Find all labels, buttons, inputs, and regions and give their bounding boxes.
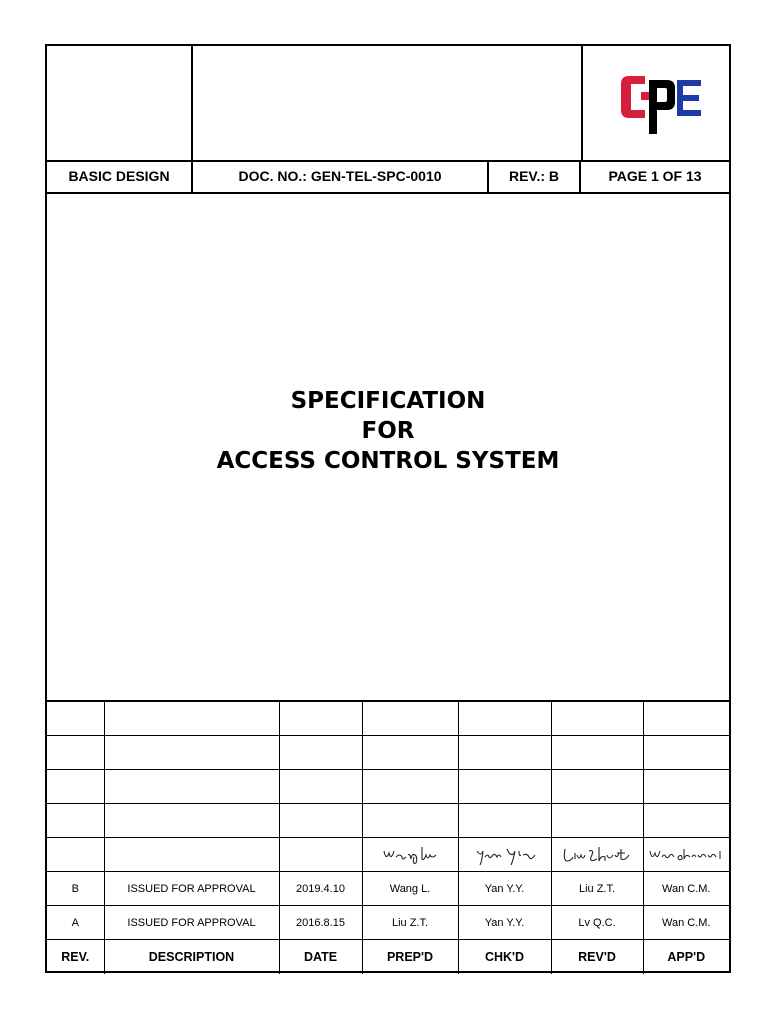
description-cell: ISSUED FOR APPROVAL (104, 872, 279, 906)
cpe-logo-icon (619, 70, 703, 138)
doc-number: DOC. NO.: GEN-TEL-SPC-0010 (193, 160, 489, 192)
revision-table (47, 700, 729, 974)
signature-appd (643, 838, 729, 872)
signature-chkd-image (473, 843, 537, 867)
rev-cell: B (47, 872, 104, 906)
appd-cell: Wan C.M. (643, 872, 729, 906)
signature-appd-image (648, 843, 724, 867)
column-header-chkd: CHK'D (458, 940, 551, 975)
table-row-empty (47, 736, 729, 770)
signature-prepd-image (380, 843, 440, 867)
table-row (47, 872, 729, 906)
header-info-row (47, 160, 729, 194)
header-blank-cell (47, 46, 193, 160)
column-header-date: DATE (279, 940, 362, 975)
chkd-cell: Yan Y.Y. (458, 872, 551, 906)
column-header-description: DESCRIPTION (104, 940, 279, 975)
title-line-1: SPECIFICATION (290, 388, 486, 414)
document-title (47, 386, 729, 476)
prepd-cell: Wang L. (362, 872, 458, 906)
table-row (47, 906, 729, 940)
prepd-cell: Liu Z.T. (362, 906, 458, 940)
date-cell: 2019.4.10 (279, 872, 362, 906)
signature-chkd (458, 838, 551, 872)
revd-cell: Lv Q.C. (551, 906, 643, 940)
signature-revd (551, 838, 643, 872)
header-top (47, 46, 729, 162)
document-frame (45, 44, 731, 973)
title-line-3: ACCESS CONTROL SYSTEM (216, 448, 560, 474)
signature-row (47, 838, 729, 872)
table-row-empty (47, 701, 729, 736)
rev-cell: A (47, 906, 104, 940)
revision-label: REV.: B (489, 160, 581, 192)
column-header-rev: REV. (47, 940, 104, 975)
signature-revd-image (561, 843, 633, 867)
description-cell: ISSUED FOR APPROVAL (104, 906, 279, 940)
table-header-row (47, 940, 729, 975)
column-header-revd: REV'D (551, 940, 643, 975)
page-number: PAGE 1 OF 13 (608, 168, 702, 184)
table-row-empty (47, 804, 729, 838)
appd-cell: Wan C.M. (643, 906, 729, 940)
phase-label: BASIC DESIGN (47, 160, 193, 192)
chkd-cell: Yan Y.Y. (458, 906, 551, 940)
table-row-empty (47, 770, 729, 804)
column-header-appd: APP'D (643, 940, 729, 975)
column-header-prepd: PREP'D (362, 940, 458, 975)
signature-prepd (362, 838, 458, 872)
revd-cell: Liu Z.T. (551, 872, 643, 906)
date-cell: 2016.8.15 (279, 906, 362, 940)
title-line-2: FOR (361, 418, 415, 444)
logo-cell (581, 46, 731, 160)
